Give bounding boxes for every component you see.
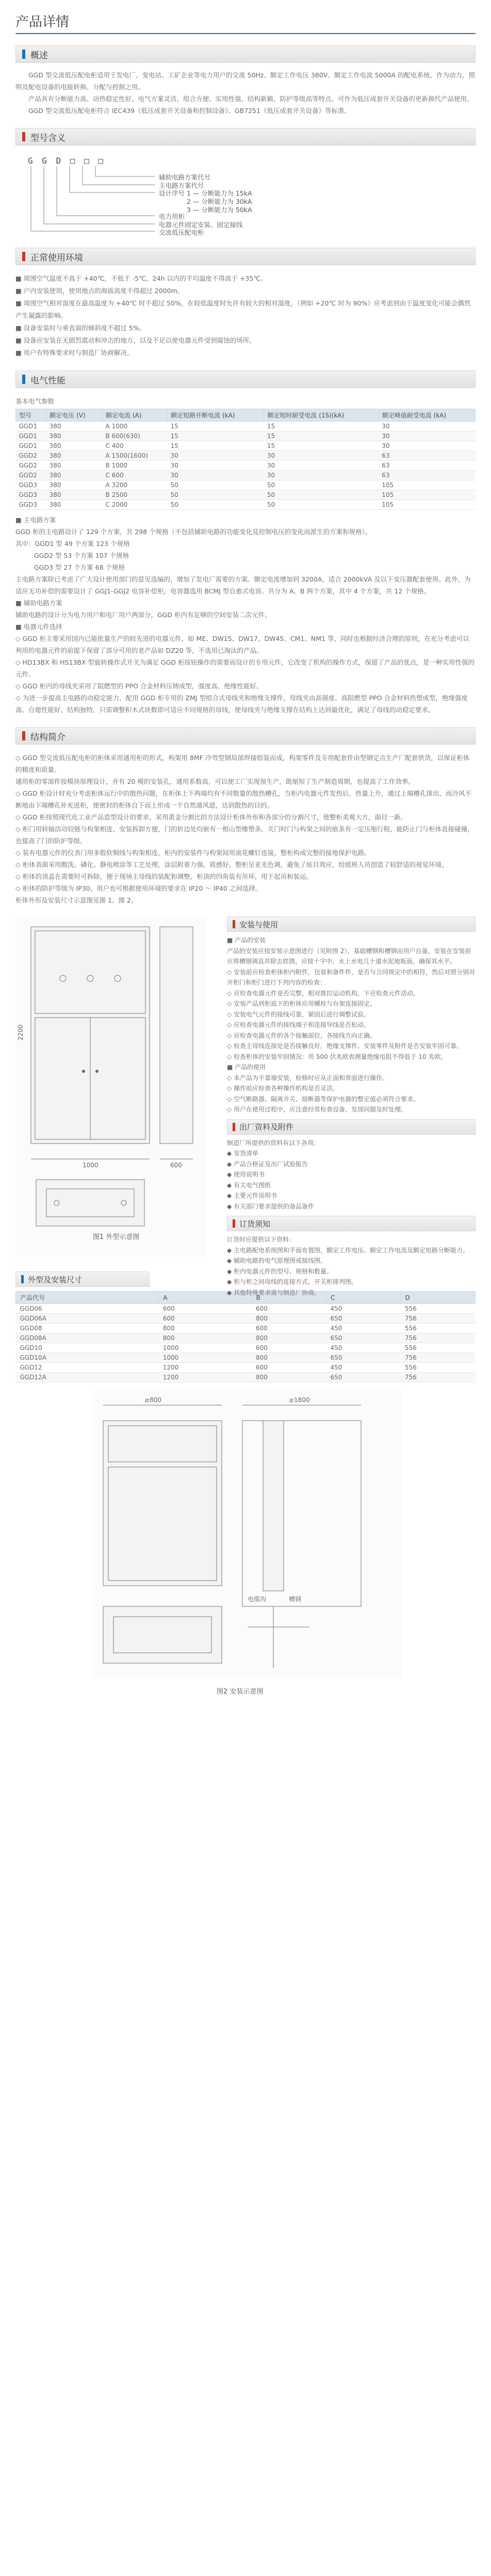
paragraph: ◇ 安装产品到柜底下的柜体应用螺栓与台架连接固定。 (227, 1000, 377, 1007)
table-cell: 600 (252, 1324, 326, 1333)
table-cell: 600 (252, 1363, 326, 1373)
section-title: 型号含义 (30, 133, 66, 143)
paragraph: ◆ 辅助电路的电气原理图或接线图。 (227, 1257, 327, 1264)
section-structure-header (15, 727, 476, 745)
table-cell: 556 (401, 1343, 476, 1353)
table-cell: 63 (379, 461, 475, 471)
structure-text (15, 752, 476, 906)
paragraph: GGD 柜的主电路设计了 129 个方案，共 298 个规格（不包括辅助电路的功能变化及控制电压的变化而派生的方案和规格）。 (15, 528, 372, 536)
paragraph: ■ 用户有特殊要求时与制造厂协商解决。 (15, 349, 134, 357)
environment-text (15, 272, 476, 359)
section-marker (22, 50, 25, 59)
paragraph: ■ 户内安装使用，使用地点的海拔高度不得超过 2000m。 (15, 287, 184, 295)
perf-table-title: 基本电气参数 (15, 397, 55, 405)
table-cell: B 2500 (103, 490, 168, 500)
table-cell: C 400 (103, 441, 168, 451)
model-label: 2 — 分断能力为 30kA (187, 198, 252, 205)
dims-table-body (16, 1304, 476, 1382)
model-label: 交流低压配电柜 (159, 229, 204, 236)
table-row (16, 461, 476, 471)
paragraph: ◆ 产品合格证及出厂试验报告 (227, 1160, 308, 1168)
model-diagram (15, 154, 476, 236)
table-cell: 63 (379, 451, 475, 461)
table-cell: 30 (379, 422, 475, 431)
paragraph: ◇ GGD 柜主要采用国内已能批量生产的较先进的电器元件，如 ME、DW15、DW17、DW45、CM1、NM1 等，同时也根据经济合理的原则，在充分考虑可以利用的电器元件的前提下保留了部分可用的老产品如 DZ20 等，不选用已淘汰的产品。 (15, 635, 469, 654)
table-cell: 756 (401, 1333, 476, 1343)
table-cell: 50 (264, 490, 379, 500)
table-cell: 30 (264, 461, 379, 471)
paragraph: ◇ 柜体表面采用酸洗、磷化、静电喷涂等工艺处理，涂层附着力强，质感好。整柜呈亚光色调，避免了炫目效应，给值班人员创造了较舒适的视觉环境。 (15, 861, 448, 868)
table-cell: GGD08A (16, 1333, 159, 1343)
paragraph: ◇ 柜体的顶盖在需要时可拆除，便于现场主母线的装配和调整，柜顶的四角装有吊环，用于起吊和装运。 (15, 873, 313, 880)
table-cell: 756 (401, 1353, 476, 1363)
table-cell: 50 (168, 500, 264, 510)
table-header: A (159, 1292, 252, 1304)
section-title: 安装与使用 (239, 920, 279, 929)
table-row (16, 1363, 476, 1373)
model-label: 3 — 分断能力为 50kA (187, 206, 252, 214)
table-cell: GGD1 (16, 422, 46, 431)
table-cell: 50 (168, 490, 264, 500)
paragraph: ■ 设备安装时与垂直面的倾斜度不超过 5%。 (15, 324, 146, 332)
section-marker (22, 375, 25, 384)
table-cell: GGD3 (16, 490, 46, 500)
table-cell: 800 (252, 1333, 326, 1343)
table-cell: 1000 (159, 1343, 252, 1353)
table-row (16, 1343, 476, 1353)
paragraph: ■ 周围空气相对湿度在最高温度为 +40℃ 时不超过 50%，在较低温度时允许有较大的相对湿度，（例如 +20℃ 时为 90%）应考虑到由于温度变化可能会偶然产生凝露的影响。 (15, 299, 471, 319)
section-marker (22, 252, 25, 261)
perf-notes (15, 514, 476, 716)
table-header: 额定峰值耐受电流 (kA) (379, 409, 475, 422)
section-title: 正常使用环境 (30, 252, 83, 263)
section-marker (22, 731, 25, 740)
paragraph: ◇ 柜体的防护等级为 IP30，用户也可根据使用环境的要求在 IP20 ～ IP40 之间选择。 (15, 884, 262, 892)
paragraph: ◇ 空气断路器、隔离开关、熔断器等保护电器的整定值必须符合要求。 (227, 1095, 420, 1103)
table-header: 额定短时耐受电流 (1S)(kA) (264, 409, 379, 422)
table-cell: 50 (168, 480, 264, 490)
paragraph: ■ 辅助电路方案 (15, 599, 62, 607)
table-cell: A 1500(1600) (103, 451, 168, 461)
paragraph: ◇ 应检查电器元件是否完整，相对推拉运动机构，下应检查元件活动。 (227, 989, 420, 997)
table-cell: 30 (168, 461, 264, 471)
paragraph: ■ 电器元件选择 (15, 623, 62, 631)
paragraph: ■ 主电路方案 (15, 516, 56, 524)
paragraph: 柜体外形及安装尺寸示意图见图 1、图 2。 (15, 896, 138, 904)
table-header: 型号 (16, 409, 46, 422)
table-cell: 800 (159, 1333, 252, 1343)
table-cell: 756 (401, 1314, 476, 1324)
table-cell: GGD06 (16, 1304, 159, 1314)
section-dims-header (15, 1271, 150, 1287)
table-cell: 380 (46, 441, 103, 451)
paragraph: ◇ 为进一步提高主电路的动稳定能力，配用 GGD 柜专用的 ZMJ 型组合式母线夹和绝缘支撑件，母线夹由高强度、高阻燃型 PPO 合金材料热塑成型，绝缘强度高、自熄性能好、结构独特，只需调整积木式块数即可适应不同规格的母线，使母线夹与绝缘支撑在结构上达到最优化，满足了母线的动稳定要求。 (15, 694, 468, 714)
paragraph: ◆ 柜内电器元件的型号、规格和数量。 (227, 1267, 333, 1275)
right-column (227, 916, 476, 1298)
table-cell: 50 (264, 500, 379, 510)
model-label: 电力用柜 (159, 213, 185, 220)
table-cell: 380 (46, 471, 103, 480)
paragraph: ◇ 安装电气元件的接线可靠，紧固后进行调整试验。 (227, 1010, 370, 1018)
table-row (16, 1304, 476, 1314)
table-cell: 380 (46, 451, 103, 461)
model-label: 辅助电路方案代号 (159, 173, 211, 181)
table-cell: 600 (252, 1304, 326, 1314)
section-electrical-header (15, 371, 476, 388)
ordering-text (227, 1234, 476, 1298)
section-overview-header (15, 45, 476, 63)
section-marker (233, 920, 235, 928)
section-title: 电气性能 (30, 375, 66, 386)
table-cell: 800 (159, 1324, 252, 1333)
table-cell: A 1000 (103, 422, 168, 431)
table-cell: 556 (401, 1363, 476, 1373)
table-cell: 450 (326, 1304, 401, 1314)
table-cell: 556 (401, 1324, 476, 1333)
figure-1-drawing (15, 916, 206, 1257)
paragraph: 其中：GGD1 型 49 个方案 123 个规格 (15, 540, 130, 548)
table-cell: 800 (252, 1353, 326, 1363)
table-cell: 556 (401, 1304, 476, 1314)
section-model-header (15, 128, 476, 146)
paragraph: ■ 周围空气温度不高于 +40℃，不低于 -5℃，24h 以内的平均温度不得高于 +35℃。 (15, 275, 267, 282)
paragraph: ◇ GGD 柜按照现代化工业产品造型设计的要求，采用黄金分割比的方法设计柜体外形和各部分的分割尺寸，使整柜美观大方，面目一新。 (15, 813, 407, 821)
table-header: 额定电流 (A) (103, 409, 168, 422)
table-cell: 650 (326, 1373, 401, 1382)
paragraph: 辅助电路的设计分为电力用户和电厂用户两部分，GGD 柜内有足够的空间安装二次元件。 (15, 611, 271, 619)
table-cell: 30 (168, 451, 264, 461)
section-title: 订货须知 (239, 1219, 271, 1229)
section-install-use-header (227, 916, 476, 932)
paragraph: 产品的安装应按安装示意图进行（见附图 2），基础槽钢和槽钢由用户自备，安装在安装前应将槽钢调直并除去铁锈，应按十字中，水上水电几十道水泥地板面，确保其水平。 (227, 947, 471, 965)
table-row (16, 471, 476, 480)
paragraph: ■ 产品的使用 (227, 1064, 266, 1071)
table-row (16, 1324, 476, 1333)
overview-text (15, 69, 476, 117)
paragraph: 通用柜的零部件按模块原理设计，并有 20 模的安装孔，通用系数高，可以使工厂实现预生产，既缩短了生产制造周期，也提高了工作效率。 (15, 778, 415, 785)
table-cell: 600 (252, 1343, 326, 1353)
dim-1800-label: ≥1800 (289, 1396, 310, 1404)
paragraph: ■ 设备应安装在无剧烈震动和冲击的地方，以及不足以使电器元件受到腐蚀的场所。 (15, 336, 256, 344)
table-cell: GGD10 (16, 1343, 159, 1353)
paragraph: ◆ 其他特殊要求需与制造厂协商。 (227, 1289, 321, 1296)
table-cell: GGD12 (16, 1363, 159, 1373)
paragraph: 制造厂所提供的资料有以下各项： (227, 1139, 320, 1147)
install-use-text (227, 935, 476, 1115)
table-row (16, 431, 476, 441)
table-header: 额定短路开断电流 (kA) (168, 409, 264, 422)
paragraph: ◇ HD13BX 和 HS13BX 型旋转操作式开关为满足 GGD 柜按钮操作的需要而设计的专用元件，它改变了机构的操作方式，保留了产品的优点，是一种实用性强的元件。 (15, 658, 474, 678)
table-cell: 105 (379, 490, 475, 500)
table-header: D (401, 1292, 476, 1304)
paragraph: ◇ 用户在使用过程中，应注意经常检查设备，发现问题及时处理。 (227, 1106, 407, 1113)
table-row (16, 1373, 476, 1382)
model-label: 电器元件固定安装、固定接线 (159, 221, 243, 229)
model-code: G G D □ □ □ (28, 156, 105, 166)
table-cell: 380 (46, 500, 103, 510)
table-row (16, 500, 476, 510)
table-header: C (326, 1292, 401, 1304)
table-row (16, 422, 476, 431)
section-marker (22, 132, 25, 141)
figure-2-caption: 图2 安装示意图 (217, 1688, 264, 1696)
table-cell: 756 (401, 1373, 476, 1382)
paragraph: ◆ 使用说明书 (227, 1171, 265, 1178)
section-title: 概述 (30, 50, 48, 61)
dim-1000-label: 1000 (83, 1162, 99, 1169)
dims-table (15, 1291, 476, 1382)
section-ordering-header (227, 1216, 476, 1231)
table-cell: 30 (264, 471, 379, 480)
paragraph: 主电路方案除已考虑了广大设计使用部门的意见选编的，增加了发电厂需要的方案。额定电流增加到 3200A，适合 2000kVA 及以下变压器配套使用。此外，为适应无功补偿的需要设计了 GGJ1-GGJ2 电容补偿柜，电容器选用 BCMJ 型自愈式电容。共分为 A、B 两个方案，其中 4 个方案，共 12 个规格。 (15, 575, 471, 595)
paragraph: ◆ 发货清单 (227, 1150, 259, 1157)
paragraph: ◇ 检查柜体的安装牢固情况：用 500 伏兆欧表测量绝缘电阻不得低于 10 兆欧。 (227, 1053, 447, 1060)
section-title: 出厂资料及附件 (239, 1122, 294, 1132)
paragraph: GGD2 型 53 个方案 107 个规格 (34, 552, 129, 559)
paragraph: ◇ 应检查电器元件的各个接触部位，各接线方向正确。 (227, 1032, 377, 1039)
paragraph: GGD3 型 27 个方案 68 个规格 (34, 564, 125, 571)
table-cell: A 3200 (103, 480, 168, 490)
paragraph: 产品具有分断能力高、动热稳定性好、电气方案灵活、组合方便、实用性强、结构新颖、防护等级高等特点。可作为低压成套开关设备的更新换代产品使用。 (28, 95, 473, 103)
paragraph: ◇ GGD 柜内的母线夹采用了阻燃型的 PPO 合金材料压铸成型，强度高、绝缘性能好。 (15, 682, 263, 690)
table-header: 产品代号 (16, 1292, 159, 1304)
table-cell: 15 (264, 431, 379, 441)
paragraph: ◇ 操作前应检查各种操作机构是否灵活。 (227, 1085, 339, 1092)
table-cell: 1200 (159, 1363, 252, 1373)
table-cell: 600 (159, 1304, 252, 1314)
table-cell: 380 (46, 461, 103, 471)
table-cell: 380 (46, 490, 103, 500)
paragraph: ◆ 柜与柜之间母线的连接方式，开关柜排列图。 (227, 1278, 358, 1285)
table-cell: GGD3 (16, 480, 46, 490)
table-row (16, 1314, 476, 1324)
table-cell: GGD3 (16, 500, 46, 510)
table-cell: 63 (379, 471, 475, 480)
table-cell: GGD2 (16, 461, 46, 471)
figure-2-drawing (93, 1390, 402, 1679)
table-cell: 1200 (159, 1373, 252, 1382)
table-header: B (252, 1292, 326, 1304)
paragraph: ◆ 有关部门要求提供的备品备件 (227, 1202, 315, 1210)
table-cell: 105 (379, 500, 475, 510)
cable-trench-label: 电缆沟 (248, 1596, 267, 1603)
table-cell: B 1000 (103, 461, 168, 471)
model-label: 主电路方案代号 (159, 182, 204, 189)
paragraph: ◇ 装有电器元件的仪表门用多股软铜线与构架相连，柜内的安装件与构架间用滚花螺钉连接，整柜构成完整的接地保护电路。 (15, 849, 371, 857)
section-marker (233, 1123, 235, 1131)
section-environment-header (15, 248, 476, 265)
paragraph: ◇ 柜门用转轴活动铰链与构架相连，安装拆卸方便，门的折边处均嵌有一根山型橡塑条，关门时门与构架之间的嵌条有一定压缩行程，能防止门与柜体直接碰撞，也提高了门的防护等级。 (15, 825, 474, 845)
table-row (16, 480, 476, 490)
table-cell: 30 (264, 451, 379, 461)
figure-1-caption: 图1 外型示意图 (93, 1233, 140, 1241)
table-cell: 380 (46, 422, 103, 431)
section-marker (233, 1219, 235, 1228)
table-cell: 15 (168, 431, 264, 441)
table-cell: 450 (326, 1343, 401, 1353)
table-cell: GGD2 (16, 471, 46, 480)
table-row (16, 441, 476, 451)
paragraph: ◆ 有关电气图纸 (227, 1181, 271, 1189)
table-cell: 50 (264, 480, 379, 490)
table-cell: 30 (379, 431, 475, 441)
paragraph: ◆ 主电路配电系统图和平面布置图，额定工作电压、额定工作电流及额定短路分断能力。 (227, 1246, 469, 1254)
table-cell: GGD2 (16, 451, 46, 461)
table-cell: 650 (326, 1353, 401, 1363)
table-header: 额定电压 (V) (46, 409, 103, 422)
table-cell: GGD1 (16, 441, 46, 451)
paragraph: ◇ 应检查电器元件的接线端子和连接导线是否松动。 (227, 1021, 370, 1028)
table-cell: 105 (379, 480, 475, 490)
table-cell: GGD10A (16, 1353, 159, 1363)
table-cell: 380 (46, 480, 103, 490)
table-cell: GGD08 (16, 1324, 159, 1333)
table-cell: C 600 (103, 471, 168, 480)
page-title: 产品详情 (15, 11, 476, 34)
table-cell: 800 (252, 1314, 326, 1324)
dim-2200-label: 2200 (17, 1024, 24, 1040)
table-row (16, 1353, 476, 1363)
paragraph: ◇ 本产品为不靠墙安装，检修时应从正面和背面进行操作。 (227, 1074, 389, 1082)
section-title: 外型及安装尺寸 (28, 1275, 83, 1284)
table-cell: GGD06A (16, 1314, 159, 1324)
model-label: 设计序号 1 — 分断能力为 15kA (159, 189, 252, 197)
table-cell: 15 (264, 422, 379, 431)
paragraph: ◇ 检查主母线连接处是否接触良好，绝缘支撑件、安装零件及附件是否安装牢固可靠。 (227, 1042, 463, 1050)
paragraph: ◆ 主要元件说明书 (227, 1192, 277, 1199)
shipping-text (227, 1138, 476, 1212)
table-row (16, 490, 476, 500)
table-cell: 800 (252, 1373, 326, 1382)
table-row (16, 451, 476, 461)
dim-600-label: 600 (170, 1162, 182, 1169)
table-cell: C 2000 (103, 500, 168, 510)
paragraph: GGD 型交流低压配电柜适用于发电厂、变电站、工矿企业等电力用户的交流 50Hz、额定工作电压 380V、额定工作电流 5000A 的配电系统，作为动力、照明及配电设备的电能转换、分配与控制之用。 (15, 71, 476, 91)
section-marker (21, 1275, 24, 1283)
section-shipping-header (227, 1119, 476, 1135)
paragraph: ■ 产品的安装 (227, 937, 266, 944)
table-cell: GGD12A (16, 1373, 159, 1382)
table-cell: 600 (159, 1314, 252, 1324)
channel-steel-label: 槽钢 (289, 1596, 302, 1603)
table-row (16, 1333, 476, 1343)
table-cell: 450 (326, 1363, 401, 1373)
table-cell: 15 (168, 422, 264, 431)
table-cell: 15 (264, 441, 379, 451)
table-cell: 30 (379, 441, 475, 451)
dim-800-label: ≥800 (144, 1396, 161, 1404)
table-cell: 650 (326, 1314, 401, 1324)
install-figure-block (15, 1390, 476, 1699)
table-cell: 650 (326, 1333, 401, 1343)
table-cell: B 600(630) (103, 431, 168, 441)
table-cell: GGD1 (16, 431, 46, 441)
table-cell: 450 (326, 1324, 401, 1333)
perf-table (15, 409, 476, 510)
paragraph: 订货时应提供以下资料： (227, 1236, 296, 1243)
paragraph: ◇ GGD 型交流低压配电柜的柜体采用通用柜的形式，构架用 8MF 冷弯型钢局部焊接组装而成，构架零件及专用配套件由型钢定点生产厂配套供货，以保证柜体的精度和质量。 (15, 754, 470, 774)
table-cell: 15 (168, 441, 264, 451)
perf-table-body (16, 422, 476, 510)
section-title: 结构简介 (30, 732, 66, 743)
table-cell: 1000 (159, 1353, 252, 1363)
paragraph: ◇ 安装前应检查柜体柜内附件，包装和备件件，是否与合同规定中的相符，然后对照分别对开柜门和柜门进行下列内容的检查： (227, 968, 476, 986)
table-cell: 380 (46, 431, 103, 441)
paragraph: GGD 型交流低压配电柜符合 IEC439《低压成套开关设备和控制设备》、GB7251《低压成套开关设备》等标准。 (28, 107, 351, 115)
paragraph: ◇ GGD 柜设计时充分考虑柜体运行中的散热问题，在柜体上下两端均有不同数量的散热槽孔，当柜内电器元件发热后，热量上升，通过上端槽孔排出，而冷风不断地由下端槽孔补充进柜，使密封的柜体自下而上形成一个自然通风道，达到散热的目的。 (15, 790, 472, 809)
table-cell: 30 (168, 471, 264, 480)
